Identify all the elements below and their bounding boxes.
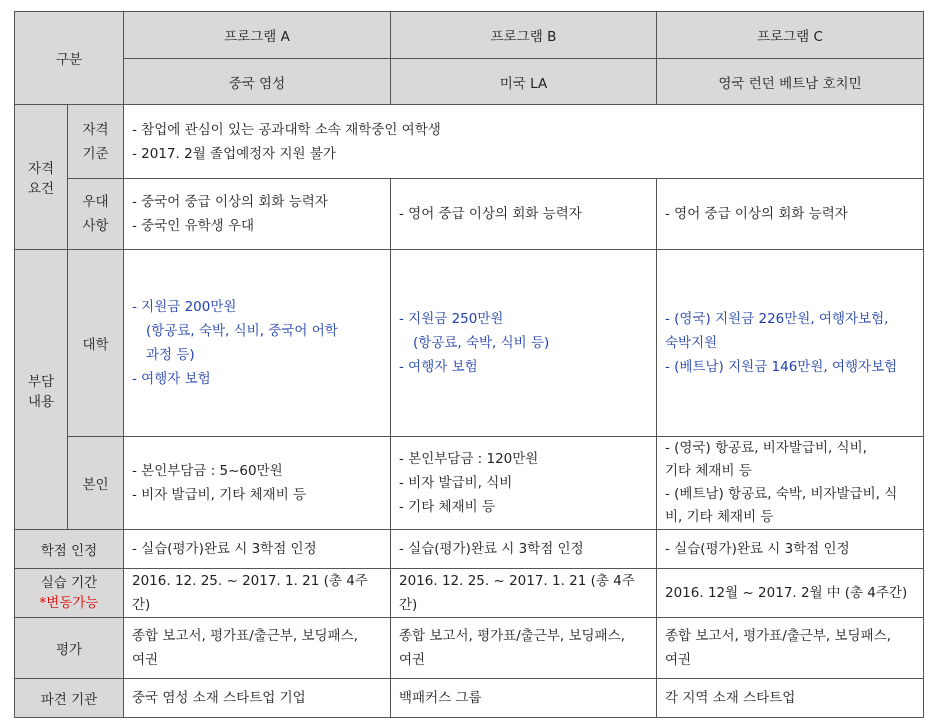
program-a-location: 중국 염성 [124,59,391,105]
program-b-location: 미국 LA [391,59,657,105]
qualification-content: - 참업에 관심이 있는 공과대학 소속 재학중인 여학생 - 2017. 2월 졸업예정자 지원 불가 [124,105,924,179]
university-label: 대학 [68,250,124,437]
university-a: - 지원금 200만원 (항공료, 숙박, 식비, 중국어 어학 과정 등) - 여행자 보험 [124,250,391,437]
period-b: 2016. 12. 25. ~ 2017. 1. 21 (총 4주간) [391,569,657,618]
credit-label: 학점 인정 [15,530,124,569]
dispatch-c: 각 지역 소재 스타트업 [657,679,924,718]
credit-b: - 실습(평가)완료 시 3학점 인정 [391,530,657,569]
self-b: - 본인부담금 : 120만원 - 비자 발급비, 식비 - 기타 체재비 등 [391,437,657,530]
evaluation-c: 종합 보고서, 평가표/출근부, 보딩패스, 여권 [657,618,924,679]
university-b: - 지원금 250만원 (항공료, 숙박, 식비 등) - 여행자 보험 [391,250,657,437]
preference-b: - 영어 중급 이상의 회화 능력자 [391,179,657,250]
preference-c: - 영어 중급 이상의 회화 능력자 [657,179,924,250]
university-c: - (영국) 지원금 226만원, 여행자보험, 숙박지원 - (베트남) 지원금 146만원, 여행자보험 [657,250,924,437]
credit-a: - 실습(평가)완료 시 3학점 인정 [124,530,391,569]
dispatch-b: 백패커스 그룹 [391,679,657,718]
preference-a: - 중국어 중급 이상의 회화 능력자 - 중국인 유학생 우대 [124,179,391,250]
self-c: - (영국) 항공료, 비자발급비, 식비, 기타 체재비 등 - (베트남) 항공료, 숙박, 비자발급비, 식 비, 기타 체재비 등 [657,437,924,530]
credit-c: - 실습(평가)완료 시 3학점 인정 [657,530,924,569]
burden-group-label: 부담 내용 [15,250,68,530]
program-c-location: 영국 런던 베트남 호치민 [657,59,924,105]
evaluation-label: 평가 [15,618,124,679]
self-label: 본인 [68,437,124,530]
period-note: *변동가능 [39,595,99,611]
evaluation-a: 종합 보고서, 평가표/출근부, 보딩패스, 여권 [124,618,391,679]
period-a: 2016. 12. 25. ~ 2017. 1. 21 (총 4주간) [124,569,391,618]
program-comparison-table [14,11,924,718]
program-b-header: 프로그램 B [391,12,657,59]
dispatch-label: 파견 기관 [15,679,124,718]
category-header: 구분 [15,12,124,105]
period-c: 2016. 12월 ~ 2017. 2월 中 (총 4주간) [657,569,924,618]
self-a: - 본인부담금 : 5~60만원 - 비자 발급비, 기타 체재비 등 [124,437,391,530]
period-label: 실습 기간 *변동가능 [15,569,124,618]
program-a-header: 프로그램 A [124,12,391,59]
preference-label: 우대 사항 [68,179,124,250]
eligibility-group-label: 자격 요건 [15,105,68,250]
qualification-label: 자격 기준 [68,105,124,179]
evaluation-b: 종합 보고서, 평가표/출근부, 보딩패스, 여권 [391,618,657,679]
program-c-header: 프로그램 C [657,12,924,59]
dispatch-a: 중국 염성 소재 스타트업 기업 [124,679,391,718]
